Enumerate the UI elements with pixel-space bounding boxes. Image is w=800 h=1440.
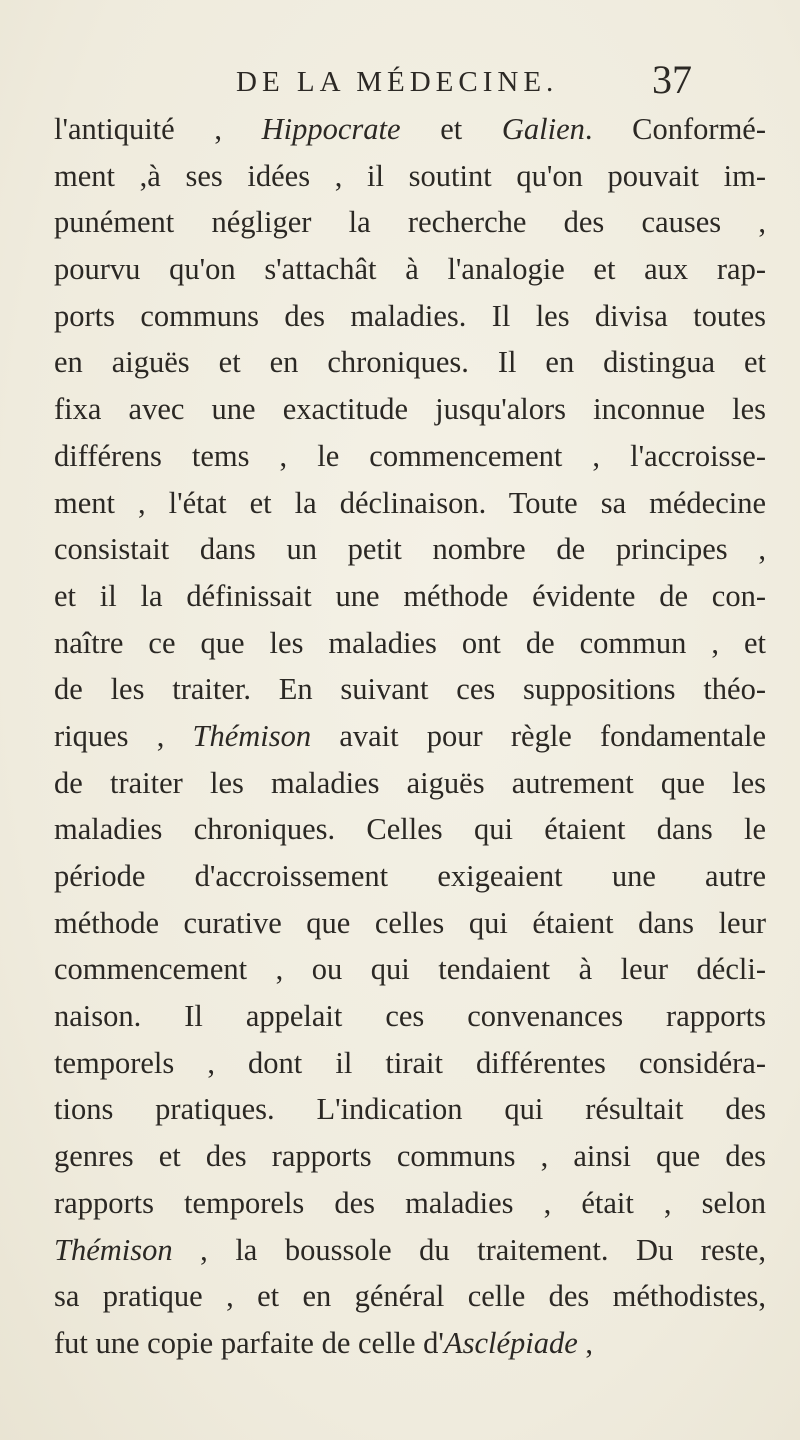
text-line xyxy=(54,1273,766,1320)
text-line xyxy=(54,246,766,293)
text-line xyxy=(54,526,766,573)
italic-name: Asclépiade xyxy=(443,1325,578,1360)
text-line xyxy=(54,900,766,947)
body-text xyxy=(54,106,766,1367)
text-run: de les traiter. En suivant ces suppositions théo- xyxy=(54,672,766,707)
text-run: en aiguës et en chroniques. Il en distingua et xyxy=(54,345,766,380)
text-line xyxy=(54,433,766,480)
text-line xyxy=(54,853,766,900)
text-line xyxy=(54,1133,766,1180)
italic-name: Thémison xyxy=(192,718,312,753)
text-line xyxy=(54,1227,766,1274)
text-line xyxy=(54,946,766,993)
text-run: fut une copie parfaite de celle d' xyxy=(54,1325,444,1360)
text-run: temporels , dont il tirait différentes considéra- xyxy=(54,1045,766,1080)
text-run: ment ,à ses idées , il soutint qu'on pouvait im- xyxy=(54,158,766,193)
text-run: sa pratique , et en général celle des méthodistes, xyxy=(54,1279,766,1314)
text-line xyxy=(54,480,766,527)
text-line xyxy=(54,293,766,340)
page-number: 37 xyxy=(652,57,692,102)
text-line xyxy=(54,339,766,386)
text-run: punément négliger la recherche des causes , xyxy=(54,205,766,240)
running-title: DE LA MÉDECINE. xyxy=(236,66,559,98)
text-run: l'antiquité , xyxy=(54,112,262,146)
text-run: tions pratiques. L'indication qui résultait des xyxy=(54,1092,766,1127)
text-run: , xyxy=(577,1325,593,1360)
text-run: avait pour règle fondamentale xyxy=(311,718,766,753)
text-run: rapports temporels des maladies , était , selon xyxy=(54,1185,766,1220)
text-line xyxy=(54,713,766,760)
text-run: et il la définissait une méthode évidente de con- xyxy=(54,578,766,613)
text-line xyxy=(54,1086,766,1133)
text-run: naison. Il appelait ces convenances rapports xyxy=(54,999,766,1034)
text-run: de traiter les maladies aiguës autrement que les xyxy=(54,765,766,800)
text-run: genres et des rapports communs , ainsi que des xyxy=(54,1139,766,1174)
text-line xyxy=(54,386,766,433)
text-line xyxy=(54,806,766,853)
text-run: ment , l'état et la déclinaison. Toute sa médecine xyxy=(54,485,766,520)
italic-name: Hippocrate xyxy=(261,112,401,146)
text-line xyxy=(54,760,766,807)
text-run: ports communs des maladies. Il les divisa toutes xyxy=(54,298,766,333)
text-line xyxy=(54,1040,766,1087)
text-run: période d'accroissement exigeaient une autre xyxy=(54,859,766,893)
text-line xyxy=(54,1320,766,1367)
text-line xyxy=(54,620,766,667)
text-line xyxy=(54,993,766,1040)
text-run: naître ce que les maladies ont de commun , et xyxy=(54,625,766,660)
text-run: et xyxy=(400,112,502,146)
italic-name: Galien xyxy=(501,112,585,146)
text-run: commencement , ou qui tendaient à leur décli- xyxy=(54,952,766,987)
text-run: , la boussole du traitement. Du reste, xyxy=(172,1232,766,1267)
italic-name: Thémison xyxy=(54,1232,173,1267)
text-line xyxy=(54,573,766,620)
text-run: . Conformé- xyxy=(584,112,766,146)
text-run: méthode curative que celles qui étaient dans leur xyxy=(54,905,766,940)
text-line xyxy=(54,199,766,246)
text-run: fixa avec une exactitude jusqu'alors inconnue les xyxy=(54,392,766,427)
text-run: maladies chroniques. Celles qui étaient dans le xyxy=(54,812,766,847)
running-head xyxy=(0,57,800,110)
text-run: différens tems , le commencement , l'accroisse- xyxy=(54,438,766,473)
text-run: pourvu qu'on s'attachât à l'analogie et aux rap- xyxy=(54,252,766,287)
text-run: consistait dans un petit nombre de principes , xyxy=(54,532,766,567)
text-line xyxy=(54,1180,766,1227)
text-run: riques , xyxy=(54,718,193,753)
text-line xyxy=(54,153,766,200)
text-line xyxy=(54,106,766,153)
text-line xyxy=(54,666,766,713)
